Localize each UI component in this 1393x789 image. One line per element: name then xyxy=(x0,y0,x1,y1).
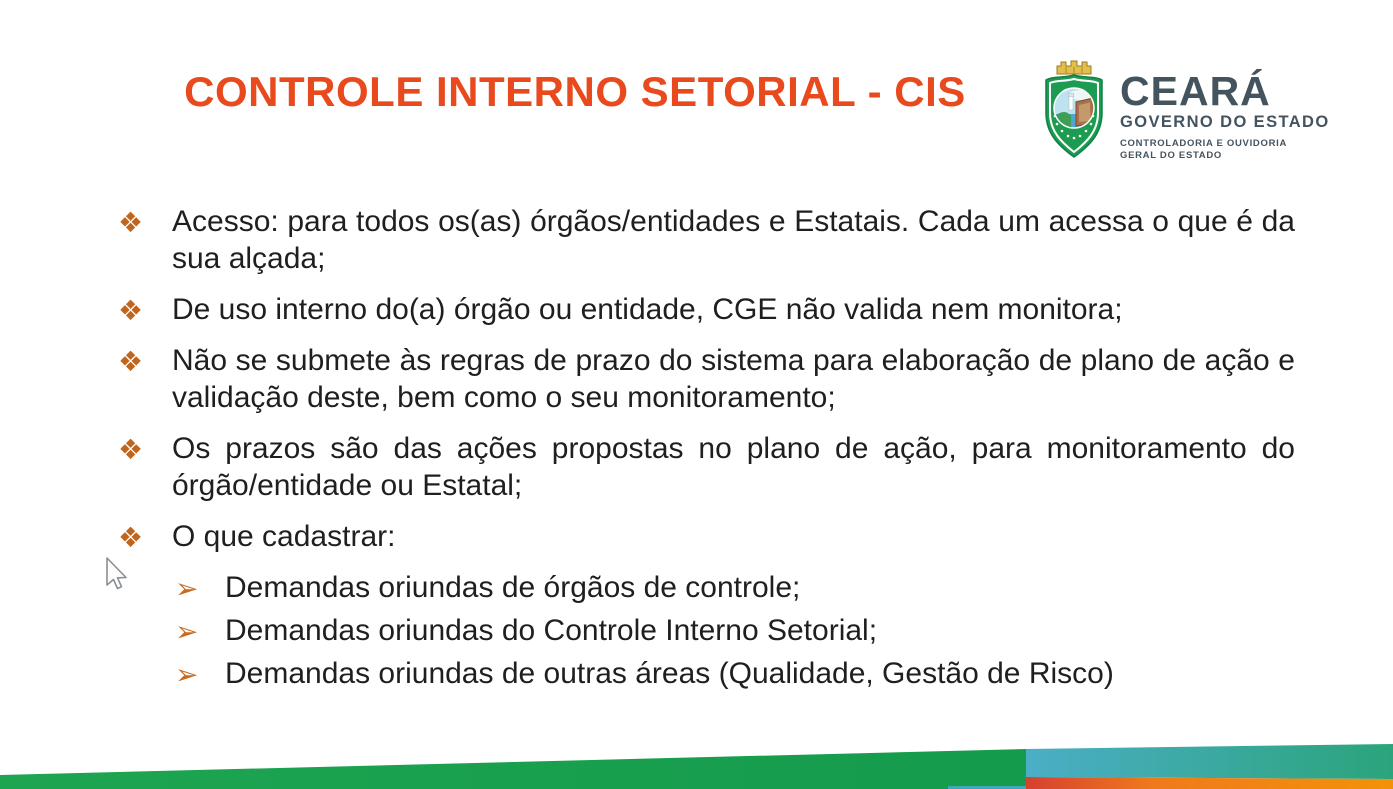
sub-bullet-text: Demandas oriundas do Controle Interno Setorial; xyxy=(225,614,878,647)
ceara-coat-of-arms-icon xyxy=(1035,58,1113,160)
arrow-bullet-icon: ➢ xyxy=(175,658,199,691)
bullet-text: O que cadastrar: xyxy=(172,520,396,553)
sub-bullet-text: Demandas oriundas de outras áreas (Qualidade, Gestão de Risco) xyxy=(225,657,1114,690)
bullet-item xyxy=(118,203,1295,277)
sub-bullet-item xyxy=(118,612,1295,649)
logo-state-name: CEARÁ xyxy=(1120,68,1271,114)
slide-body xyxy=(118,203,1295,698)
bullet-text: De uso interno do(a) órgão ou entidade, CGE não valida nem monitora; xyxy=(172,293,1123,326)
diamond-bullet-icon: ❖ xyxy=(118,345,144,378)
logo-text-block xyxy=(1120,58,1330,162)
diamond-bullet-icon: ❖ xyxy=(118,521,144,554)
slide-title: CONTROLE INTERNO SETORIAL - CIS xyxy=(184,68,966,115)
sub-bullet-text: Demandas oriundas de órgãos de controle; xyxy=(225,571,801,604)
arrow-bullet-icon: ➢ xyxy=(175,572,199,605)
diamond-bullet-icon: ❖ xyxy=(118,206,144,239)
bullet-text: Acesso: para todos os(as) órgãos/entidades e Estatais. Cada um acessa o que é da sua alçada; xyxy=(172,205,1295,275)
bullet-item xyxy=(118,291,1295,328)
bullet-text: Não se submete às regras de prazo do sistema para elaboração de plano de ação e validação deste, bem como o seu monitoramento; xyxy=(172,344,1295,414)
bullet-text: Os prazos são das ações propostas no plano de ação, para monitoramento do órgão/entidade ou Estatal; xyxy=(172,432,1295,502)
bullet-item xyxy=(118,518,1295,555)
sub-bullet-item xyxy=(118,655,1295,692)
arrow-bullet-icon: ➢ xyxy=(175,615,199,648)
logo-department-line2: GERAL DO ESTADO xyxy=(1120,150,1222,161)
diamond-bullet-icon: ❖ xyxy=(118,433,144,466)
bullet-item xyxy=(118,342,1295,416)
logo-department-line1: CONTROLADORIA E OUVIDORIA xyxy=(1120,138,1288,149)
logo-government-label: GOVERNO DO ESTADO xyxy=(1120,113,1330,131)
diamond-bullet-icon: ❖ xyxy=(118,294,144,327)
sub-bullet-item xyxy=(118,569,1295,606)
footer-ribbon xyxy=(0,729,1393,789)
ceara-government-logo xyxy=(1035,58,1380,162)
mouse-cursor-icon xyxy=(104,556,130,594)
bullet-item xyxy=(118,430,1295,504)
